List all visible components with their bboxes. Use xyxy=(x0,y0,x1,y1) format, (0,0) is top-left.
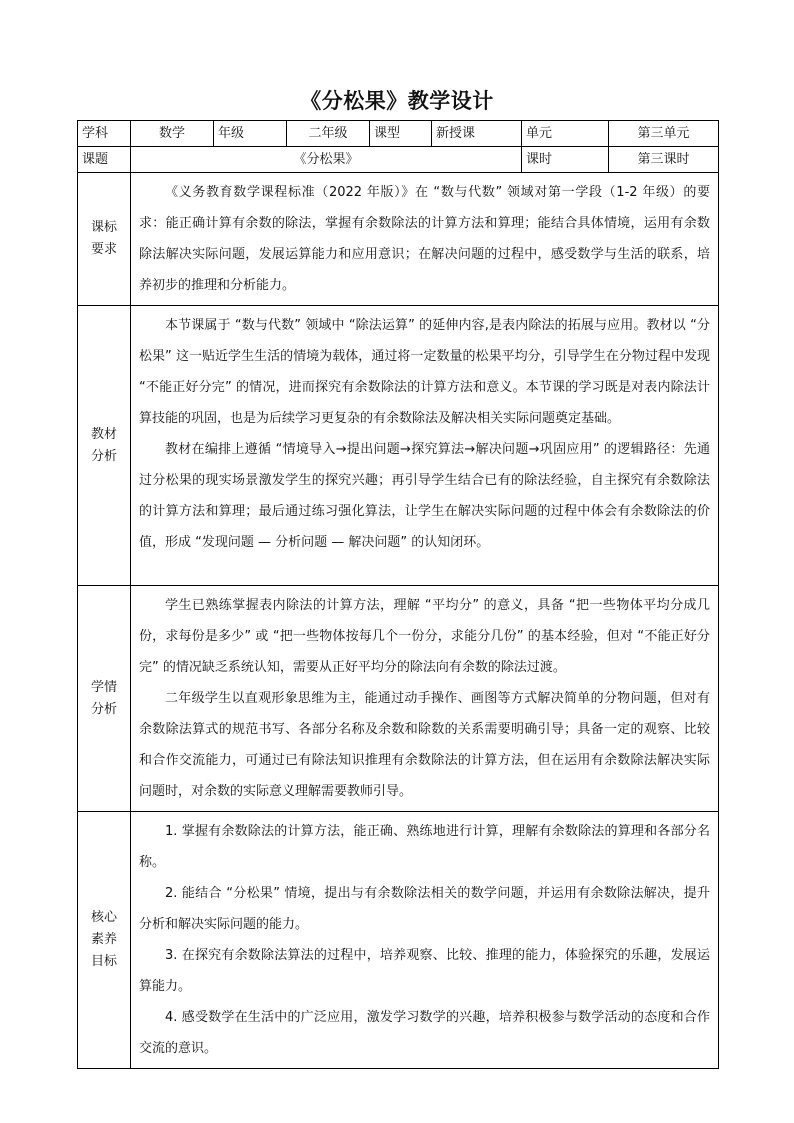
unit-label: 单元 xyxy=(522,121,609,147)
learner-row xyxy=(78,586,719,812)
info-row-1 xyxy=(78,121,719,147)
curriculum-text: 《义务教育数学课程标准（2022 年版）》在 “数与代数” 领域对第一学段（1-2 年级）的要求：能正确计算有余数的除法，掌握有余数除法的计算方法和算理；能结合具体情境，运用有余数除法解决实际问题，发展运算能力和应用意识；在解决问题的过程中，感受数学与生活的联系，培养初步的推理和分析能力。 xyxy=(139,185,710,293)
topic-label: 课题 xyxy=(78,147,131,173)
goal-item: 4. 感受数学在生活中的广泛应用，激发学习数学的兴趣，培养积极参与数学活动的态度和合作交流的意识。 xyxy=(139,1010,710,1056)
grade-value: 二年级 xyxy=(287,121,370,147)
textbook-row xyxy=(78,306,719,586)
curriculum-label-line2: 要求 xyxy=(90,242,117,257)
subject-label: 学科 xyxy=(78,121,131,147)
learner-paragraph-2: 二年级学生以直观形象思维为主，能通过动手操作、画图等方式解决简单的分物问题，但对有余数除法算式的规范书写、各部分名称及余数和除数的关系需要明确引导；具备一定的观察、比较和合作交流能力，可通过已有除法知识推理有余数除法的计算方法，但在运用有余数除法解决实际问题时，对余数的实际意义理解需要教师引导。 xyxy=(139,691,710,799)
learner-content xyxy=(131,586,719,812)
lesson-type-value: 新授课 xyxy=(432,121,522,147)
goals-label-line3: 目标 xyxy=(90,954,117,969)
grade-label: 年级 xyxy=(214,121,287,147)
topic-value: 《分松果》 xyxy=(131,147,522,173)
goals-label xyxy=(78,812,131,1069)
goals-label-line2: 素养 xyxy=(90,932,117,947)
document-title: 《分松果》教学设计 xyxy=(300,89,494,113)
textbook-label-line1: 教材 xyxy=(90,426,117,442)
goals-row xyxy=(78,812,719,1069)
learner-label-line1: 学情 xyxy=(90,679,117,695)
unit-value: 第三单元 xyxy=(609,121,719,147)
textbook-label xyxy=(78,306,131,586)
textbook-paragraph-1: 本节课属于 “数与代数” 领域中 “除法运算” 的延伸内容,是表内除法的拓展与应用。教材以 “分松果” 这一贴近学生生活的情境为载体，通过将一定数量的松果平均分，引导学生在分物过程中发现 “不能正好分完” 的情况，进而探究有余数除法的计算方法和意义。本节课的学习既是对表内除法计算技能的巩固，也是为后续学习更复杂的有余数除法及解决相关实际问题奠定基础。 xyxy=(139,318,710,426)
curriculum-content xyxy=(131,173,719,306)
lesson-type-label: 课型 xyxy=(370,121,432,147)
curriculum-label xyxy=(78,173,131,306)
textbook-paragraph-2: 教材在编排上遵循 “情境导入→提出问题→探究算法→解决问题→巩固应用” 的逻辑路径：先通过分松果的现实场景激发学生的探究兴趣；再引导学生结合已有的除法经验，自主探究有余数除法的计算方法和算理；最后通过练习强化算法，让学生在解决实际问题的过程中体会有余数除法的价值，形成 “发现问题 — 分析问题 — 解决问题” 的认知闭环。 xyxy=(139,442,710,550)
period-value: 第三课时 xyxy=(609,147,719,173)
learner-label xyxy=(78,586,131,812)
subject-value: 数学 xyxy=(131,121,214,147)
info-row-2 xyxy=(78,147,719,173)
learner-label-line2: 分析 xyxy=(90,701,117,717)
learner-paragraph-1: 学生已熟练掌握表内除法的计算方法，理解 “平均分” 的意义，具备 “把一些物体平均分成几份，求每份是多少” 或 “把一些物体按每几个一份分，求能分几份” 的基本经验，但对 “不能正好分完” 的情况缺乏系统认知，需要从正好平均分的除法向有余数的除法过渡。 xyxy=(139,598,710,675)
textbook-content xyxy=(131,306,719,586)
goals-content xyxy=(131,812,719,1069)
goal-item: 3. 在探究有余数除法算法的过程中，培养观察、比较、推理的能力，体验探究的乐趣，发展运算能力。 xyxy=(139,948,710,994)
curriculum-label-line1: 课标 xyxy=(90,220,117,235)
goals-label-line1: 核心 xyxy=(90,910,117,925)
goal-item: 1. 掌握有余数除法的计算方法，能正确、熟练地进行计算，理解有余数除法的算理和各部分名称。 xyxy=(139,824,710,870)
lesson-plan-table xyxy=(77,120,719,1069)
period-label: 课时 xyxy=(522,147,609,173)
goal-item: 2. 能结合 “分松果” 情境，提出与有余数除法相关的数学问题，并运用有余数除法解决，提升分析和解决实际问题的能力。 xyxy=(139,886,710,932)
curriculum-row xyxy=(78,173,719,306)
textbook-label-line2: 分析 xyxy=(90,448,117,464)
